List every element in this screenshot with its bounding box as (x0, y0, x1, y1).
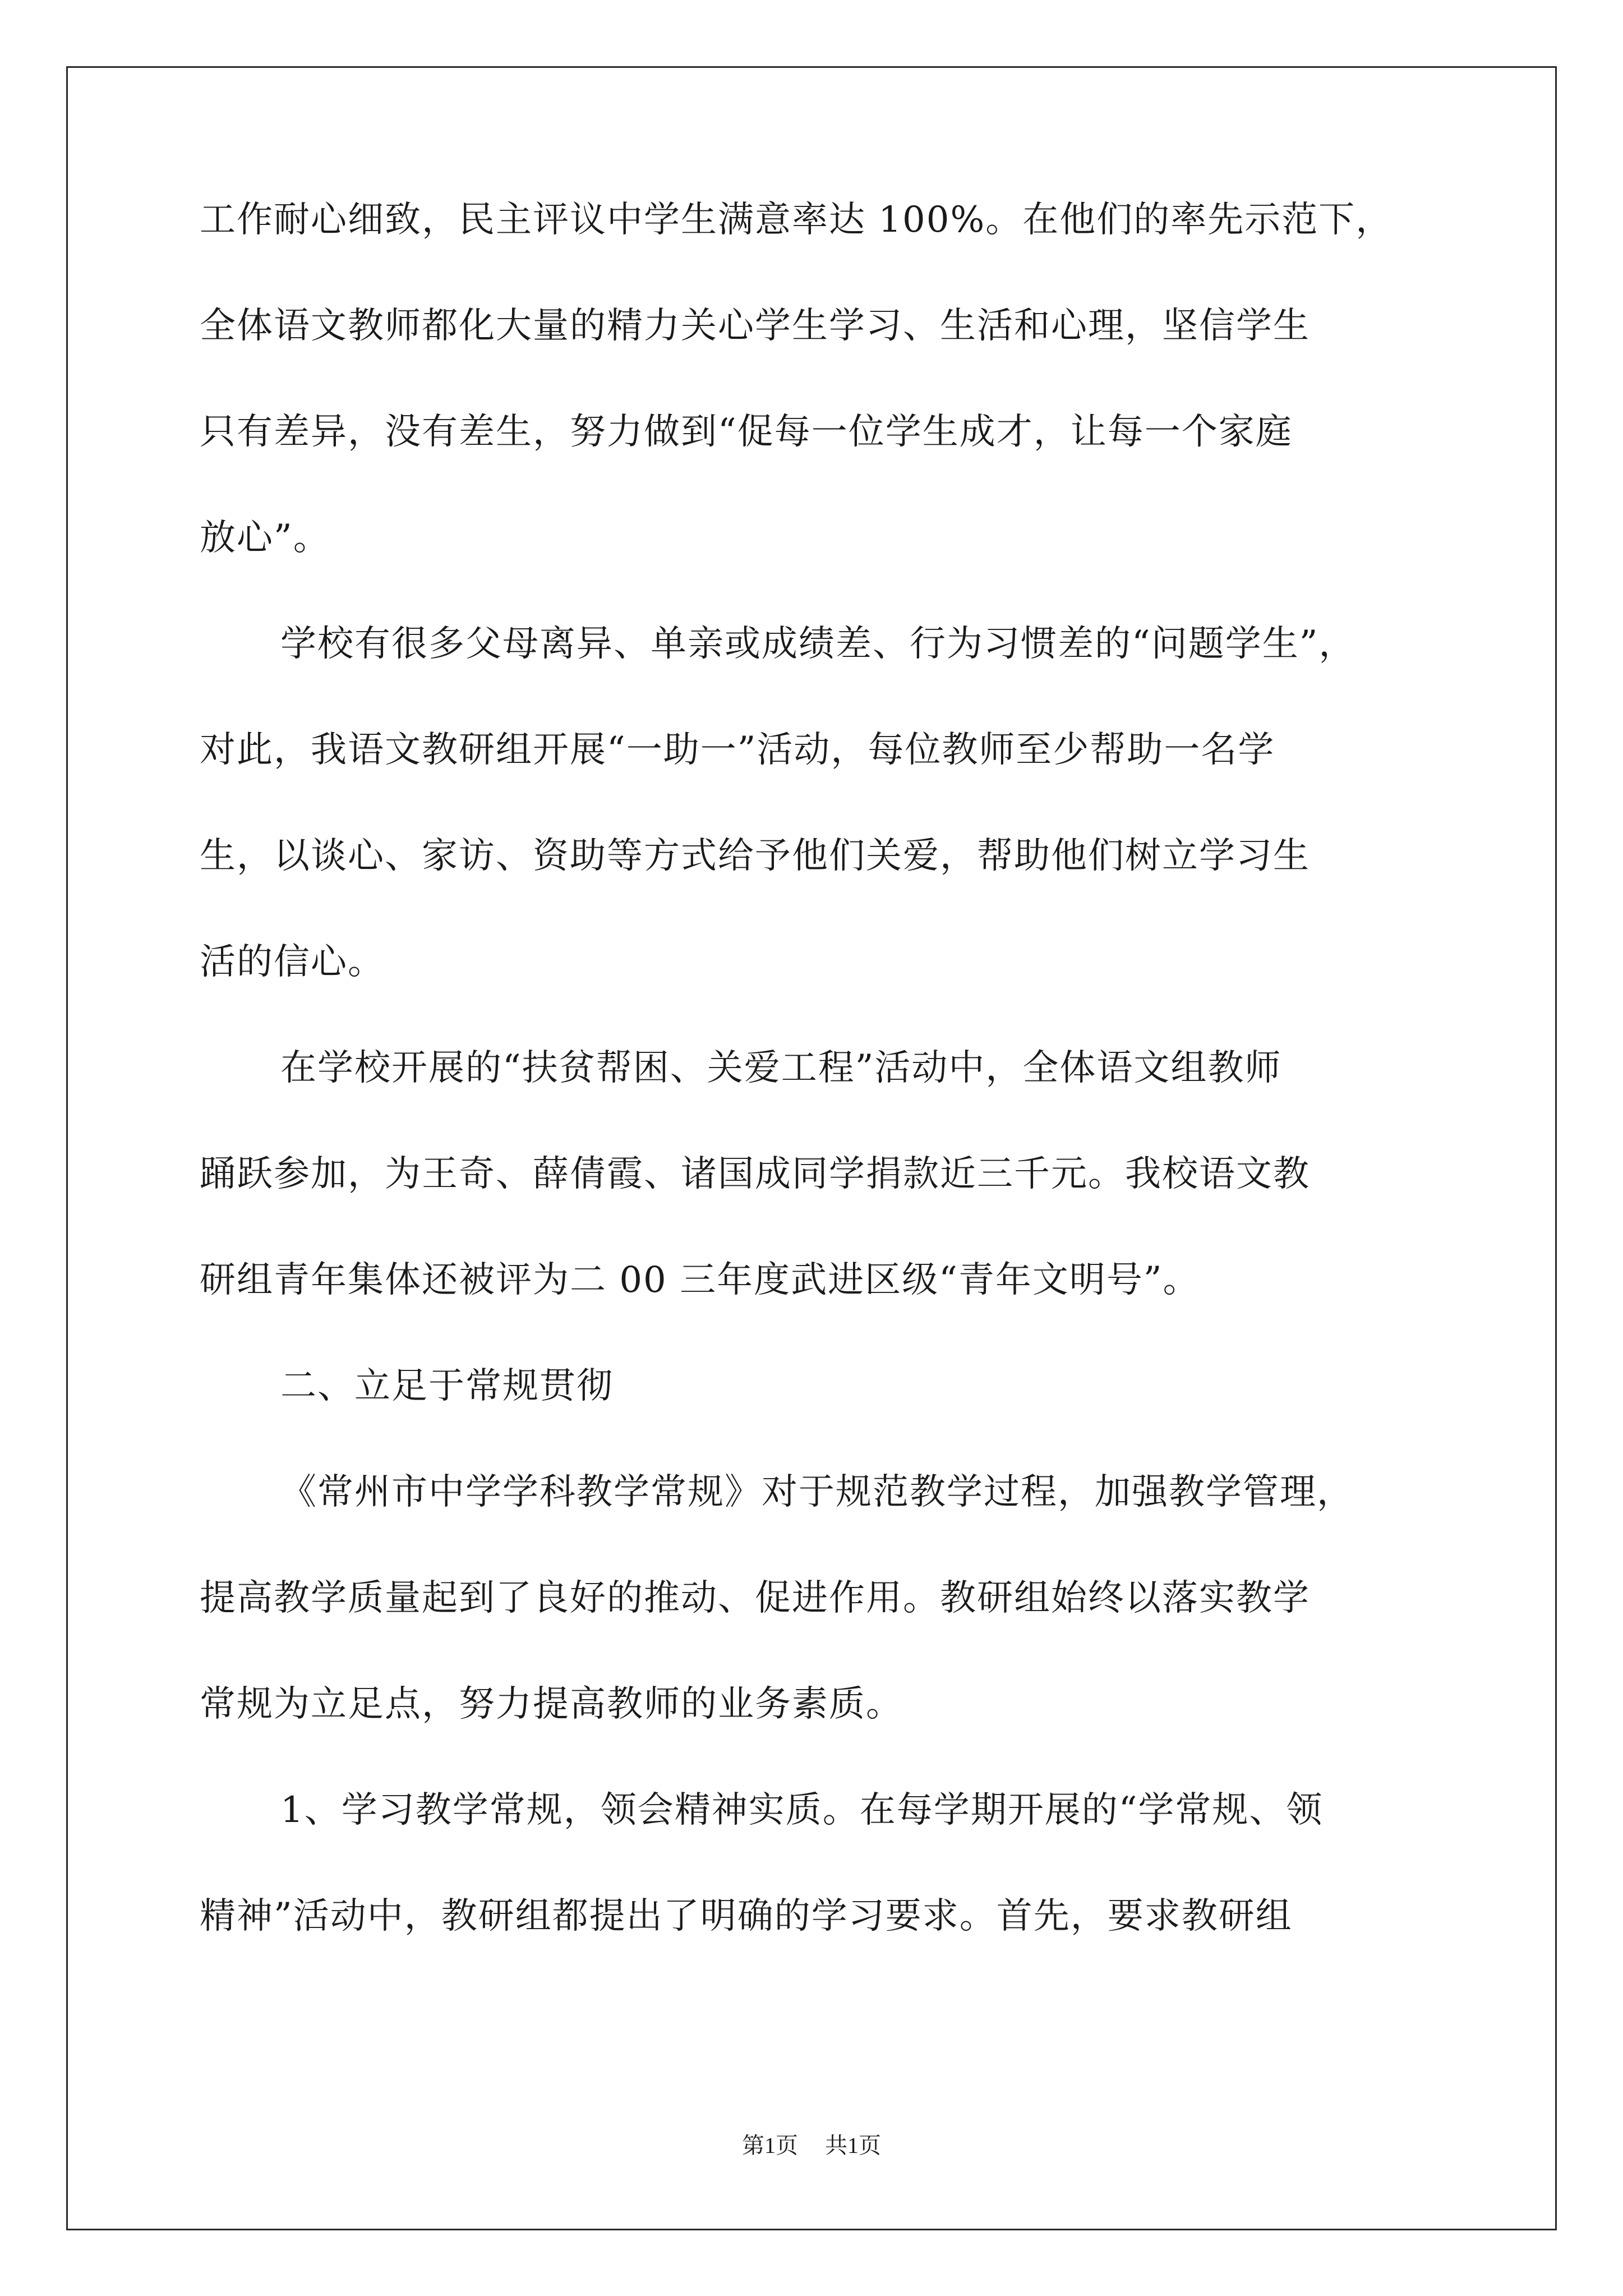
text-line-10: 踊跃参加，为王奇、薛倩霞、诸国成同学捐款近三千元。我校语文教 (200, 1153, 1310, 1195)
text-line-6: 对此，我语文教研组开展“一助一”活动，每位教师至少帮助一名学 (200, 729, 1275, 771)
text-line-2: 全体语文教师都化大量的精力关心学生学习、生活和心理，坚信学生 (200, 305, 1310, 347)
text-line-7: 生，以谈心、家访、资助等方式给予他们关爱，帮助他们树立学习生 (200, 835, 1310, 877)
text-line-3: 只有差异，没有差生，努力做到“促每一位学生成才，让每一个家庭 (200, 411, 1293, 453)
text-line-16: 1、学习教学常规，领会精神实质。在每学期开展的“学常规、领 (280, 1789, 1324, 1831)
text-line-13: 《常州市中学学科教学常规》对于规范教学过程，加强教学管理， (280, 1471, 1354, 1513)
page-footer (0, 2134, 1623, 2157)
text-line-8: 活的信心。 (200, 941, 385, 983)
section-heading: 二、立足于常规贯彻 (280, 1365, 614, 1407)
page-number: 第1页 (742, 2133, 798, 2158)
text-line-11: 研组青年集体还被评为二 00 三年度武进区级“青年文明号”。 (200, 1259, 1200, 1301)
total-pages: 共1页 (825, 2133, 881, 2158)
text-line-15: 常规为立足点，努力提高教师的业务素质。 (200, 1683, 903, 1725)
text-line-1: 工作耐心细致，民主评议中学生满意率达 100%。在他们的率先示范下， (200, 199, 1393, 241)
text-line-5: 学校有很多父母离异、单亲或成绩差、行为习惯差的“问题学生”， (280, 623, 1356, 665)
document-body (200, 199, 1467, 2004)
text-line-4: 放心”。 (200, 517, 330, 559)
text-line-17: 精神”活动中，教研组都提出了明确的学习要求。首先，要求教研组 (200, 1895, 1293, 1937)
text-line-14: 提高教学质量起到了良好的推动、促进作用。教研组始终以落实教学 (200, 1577, 1310, 1619)
text-line-9: 在学校开展的“扶贫帮困、关爱工程”活动中，全体语文组教师 (280, 1047, 1282, 1089)
